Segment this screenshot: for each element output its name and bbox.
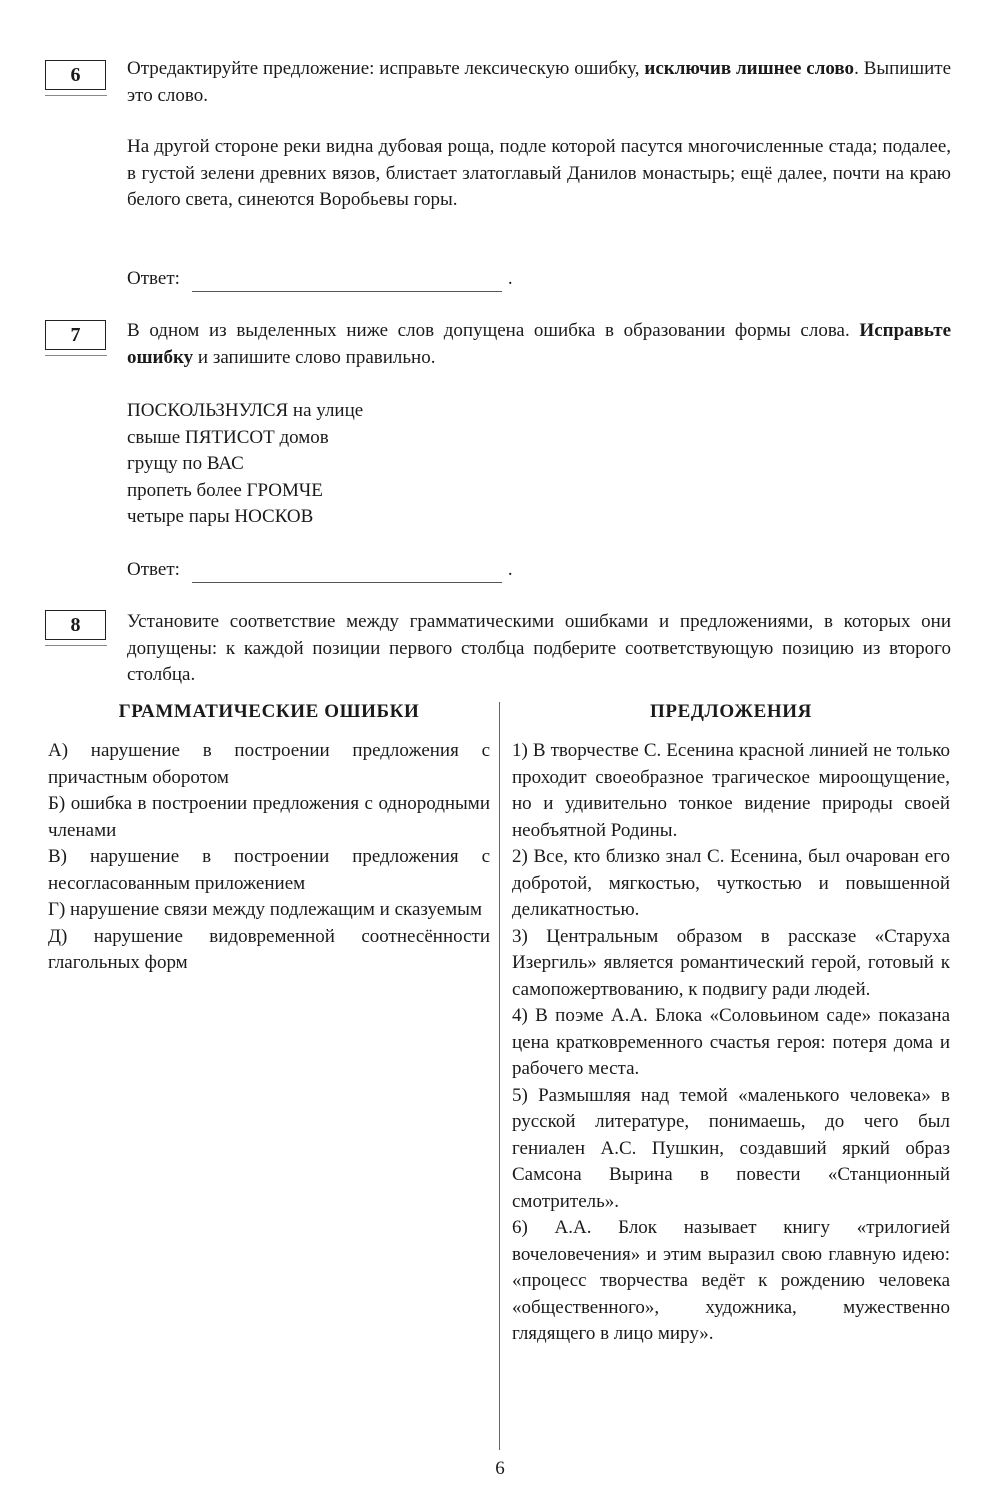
answer-field[interactable] xyxy=(192,273,502,292)
errors-column xyxy=(48,738,490,977)
list-item: грущу по ВАС xyxy=(127,453,244,474)
task-6-instruction: Отредактируйте предложение: исправьте лексическую ошибку, исключив лишнее слово. Выпишите это слово. xyxy=(127,58,952,106)
sentence-item: 5) Размышляя над темой «маленького человека» в русской литературе, понимаешь, до чего был гениален А.С. Пушкин, создавший яркий образ Самсона Вырина в повести «Станционный смотритель». xyxy=(512,1084,950,1212)
sentence-item: 6) А.А. Блок называет книгу «трилогией вочеловечения» и этим выразил свою главную идею: «процесс творчества ведёт к рождению человека «общественного», художника, мужественно глядящего в лицо миру». xyxy=(512,1217,950,1344)
right-column-header: ПРЕДЛОЖЕНИЯ xyxy=(650,701,812,722)
list-item: свыше ПЯТИСОТ домов xyxy=(127,426,329,448)
error-item: Д) нарушение видовременной соотнесённости глагольных форм xyxy=(48,925,490,973)
error-item: Б) ошибка в построении предложения с однородными членами xyxy=(48,793,490,841)
answer-field[interactable] xyxy=(192,564,502,583)
sentence-item: 4) В поэме А.А. Блока «Соловьином саде» показана цена кратковременного счастья героя: потеря дома и рабочего места. xyxy=(512,1005,950,1079)
task-6-sentence: На другой стороне реки видна дубовая роща, подле которой пасутся многочисленные стада; подалее, в густой зелени древних вязов, блистает златоглавый Данилов монастырь; ещё далее, почти на краю белого света, синеются Воробьевы горы. xyxy=(127,136,951,210)
list-item: четыре пары НОСКОВ xyxy=(127,506,314,527)
sentence-item: 1) В творчестве С. Есенина красной линией не только проходит своеобразное трагическое мироощущение, но и удивительно тонкое видение природы своей необъятной Родины. xyxy=(512,740,950,841)
list-item: пропеть более ГРОМЧЕ xyxy=(127,479,323,501)
task-6-number: 6 xyxy=(45,60,106,90)
task-7-answer: Ответ: . xyxy=(127,557,513,583)
error-item: А) нарушение в построении предложения с причастным оборотом xyxy=(48,740,490,788)
list-item: ПОСКОЛЬЗНУЛСЯ на улице xyxy=(127,400,364,421)
error-item: В) нарушение в построении предложения с несогласованным приложением xyxy=(48,846,490,894)
sentence-item: 3) Центральным образом в рассказе «Старуха Изергиль» является романтический герой, готовый к самопожертвованию, к подвигу ради людей. xyxy=(512,925,950,1000)
answer-label: Ответ: xyxy=(127,268,180,289)
answer-label: Ответ: xyxy=(127,559,180,580)
task-7-number: 7 xyxy=(45,320,106,350)
task-8-instruction: Установите соответствие между грамматическими ошибками и предложениями, в которых они допущены: к каждой позиции первого столбца подберите соответствующую позицию из второго столбца. xyxy=(127,611,951,685)
page-number: 6 xyxy=(495,1458,505,1479)
task-7-word-list xyxy=(127,398,363,531)
task-8-number: 8 xyxy=(45,610,106,640)
left-column-header: ГРАММАТИЧЕСКИЕ ОШИБКИ xyxy=(118,701,420,722)
sentence-item: 2) Все, кто близко знал С. Есенина, был очарован его добротой, мягкостью, чуткостью и повышенной деликатностью. xyxy=(512,846,950,920)
task-6-answer: Ответ: . xyxy=(127,266,513,292)
column-divider xyxy=(499,702,500,1450)
task-7-instruction: В одном из выделенных ниже слов допущена ошибка в образовании формы слова. Исправьте ошибку и запишите слово правильно. xyxy=(127,320,951,368)
sentences-column xyxy=(512,738,950,1348)
error-item: Г) нарушение связи между подлежащим и сказуемым xyxy=(48,899,482,920)
